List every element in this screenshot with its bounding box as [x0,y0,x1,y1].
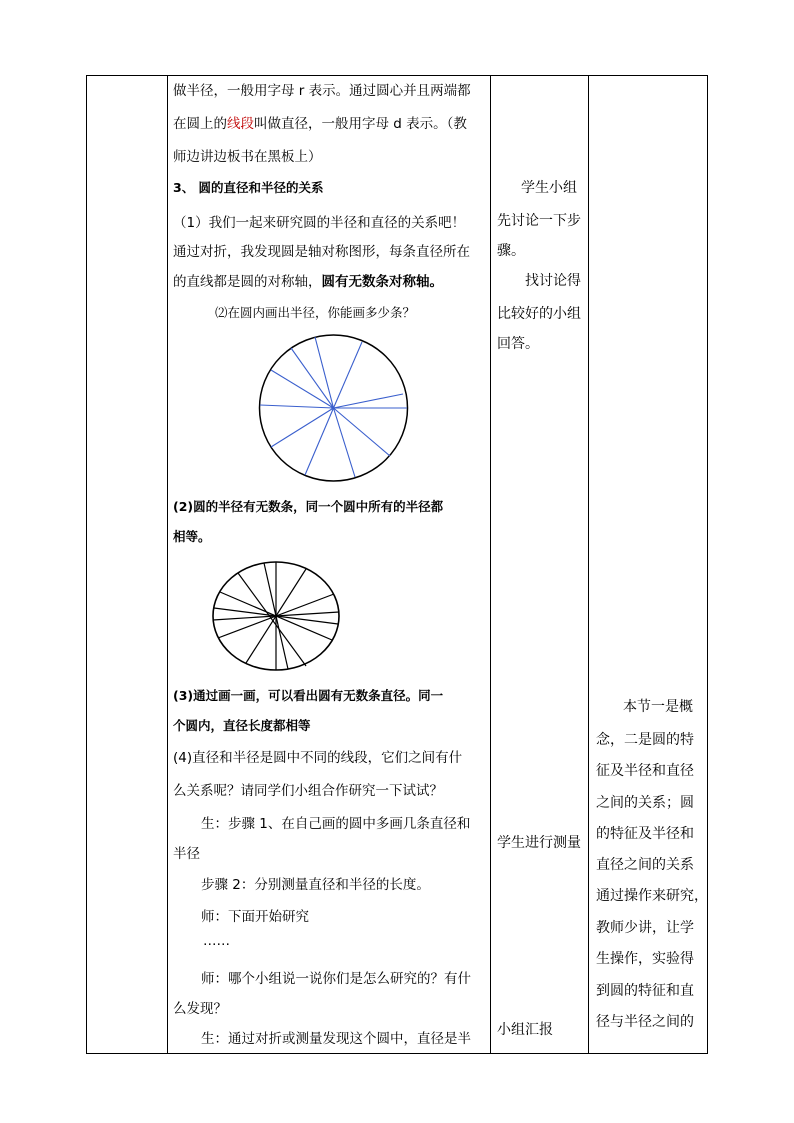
table-top-border [86,75,708,76]
p1-line-3-b: 圆有无数条对称轴。 [321,274,443,290]
p3-bold-line-1: (3)通过画一画，可以看出圆有无数条直径。同一 [173,688,444,703]
step1-line-2: 半径 [173,846,200,862]
p1-line-1: （1）我们一起来研究圆的半径和直径的关系吧！ [173,215,466,231]
section-heading-3: 3、 圆的直径和半径的关系 [173,180,324,195]
ellipsis: …… [203,933,230,949]
table-col-line-0 [86,75,87,1054]
note-line-3: 征及半径和直径 [596,763,694,779]
note-line-4: 之间的关系；圆 [596,795,694,811]
intro-line-2-red: 线段 [227,116,254,132]
note-line-7: 通过操作来研究， [596,888,708,904]
p1-line-3-a: 的直线都是圆的对称轴， [173,274,322,290]
radius-line [334,394,404,408]
activity-measure: 学生进行测量 [497,835,581,851]
activity-a-line-1: 学生小组 [521,180,577,196]
note-line-9: 生操作，实验得 [596,951,694,967]
radius-line [291,348,334,408]
table-col-line-2 [490,75,491,1054]
teacher-line-1: 师：下面开始研究 [201,909,309,925]
p3-bold-line-2: 个圆内，直径长度都相等 [173,718,311,733]
intro-line-2 [173,112,467,132]
intro-line-1: 做半径，一般用字母 r 表示。通过圆心并且两端都 [173,83,471,99]
p2-question: ⑵在圆内画出半径，你能画多少条？ [215,305,416,320]
teacher-question-line-2: 么发现？ [173,1001,227,1017]
p1-line-3 [173,270,443,290]
diameter-line [238,573,306,666]
p1-line-2: 通过对折，我发现圆是轴对称图形，每条直径所在 [173,244,470,260]
p2-bold-line-2: 相等。 [173,529,211,544]
note-line-1: 本节一是概 [623,699,693,715]
activity-a-line-2: 先讨论一下步 [497,213,581,229]
activity-report: 小组汇报 [497,1022,553,1038]
intro-line-2-b: 叫做直径，一般用字母 d 表示。（教 [254,116,467,132]
radius-line [271,370,334,408]
activity-b-line-3: 回答。 [497,336,539,352]
teacher-question-line-1: 师：哪个小组说一说你们是怎么研究的？有什 [201,971,471,987]
step1-line-1: 生：步骤 1、在自己画的圆中多画几条直径和 [201,816,471,832]
radius-lines [260,337,407,477]
note-line-5: 的特征及半径和 [596,826,694,842]
radius-line [315,337,334,408]
intro-line-3: 师边讲边板书在黑板上） [173,149,322,165]
note-line-11: 径与半径之间的 [596,1014,694,1030]
radius-line [271,408,334,447]
table-col-line-4 [707,75,708,1054]
p4-line-1: (4)直径和半径是圆中不同的线段，它们之间有什 [173,750,463,766]
intro-line-2-a: 在圆上的 [173,116,227,132]
activity-b-line-1: 找讨论得 [525,273,581,289]
radius-line [305,408,334,475]
note-line-10: 到圆的特征和直 [596,983,694,999]
p2-bold-line-1: (2)圆的半径有无数条，同一个圆中所有的半径都 [173,499,444,514]
step2: 步骤 2：分别测量直径和半径的长度。 [201,877,430,893]
table-col-line-3 [588,75,589,1054]
student-answer-line: 生：通过对折或测量发现这个圆中，直径是半 [201,1031,471,1047]
radius-line [334,408,356,477]
table-bottom-border [86,1053,708,1054]
radius-line [260,405,334,408]
radius-line [334,342,363,408]
radius-line [334,408,391,456]
circle-radii-figure [255,332,415,487]
note-line-6: 直径之间的关系 [596,857,694,873]
note-line-8: 教师少讲，让学 [596,920,694,936]
p4-line-2: 么关系呢？请同学们小组合作研究一下试试？ [173,783,443,799]
activity-a-line-3: 骤。 [497,243,525,259]
note-line-2: 念，二是圆的特 [596,732,694,748]
circle-diameters-figure [210,560,342,674]
activity-b-line-2: 比较好的小组 [497,306,581,322]
table-col-line-1 [167,75,168,1054]
